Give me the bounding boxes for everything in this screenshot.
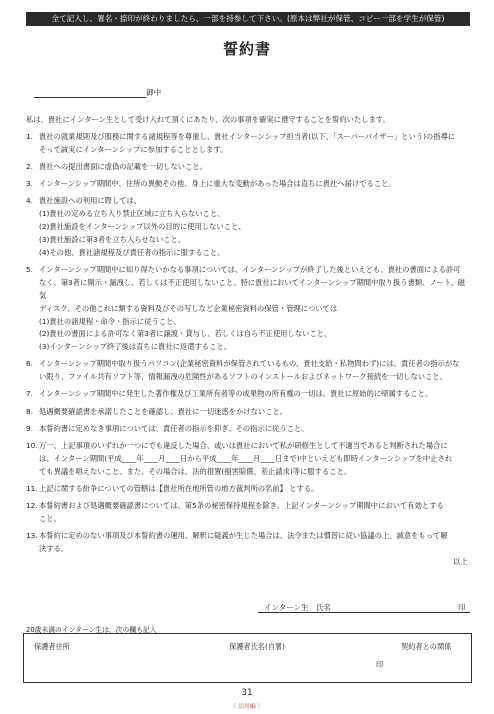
- signature-line[interactable]: [258, 612, 470, 613]
- page-title: 誓約書: [222, 40, 271, 58]
- clause-number: 10.: [26, 440, 38, 450]
- clause-item: [26, 161, 470, 174]
- addressee-line: [34, 87, 161, 98]
- guardian-relation-label: 契約者との関係: [401, 642, 452, 651]
- clause-line: インターンシップ期間中に発生した著作権及び工業所有者等の成果物の所有権の一切は、貴社に原始的に帰属すること。: [39, 389, 433, 399]
- clause-line: 本誓約に定めのない事項及び本誓約書の運用、解釈に疑義が生じた場合は、法令または慣習に従い協議の上、誠意をもって解: [39, 530, 448, 540]
- clause-text: [39, 264, 470, 354]
- clause-line: (3)貴社施設に第3者を立ち入らせないこと、: [39, 234, 186, 244]
- clause-number: 3.: [26, 179, 33, 189]
- clause-line: インターンシップ期間中取り扱うパソコン(企業秘密資料が保管されているもの、貴社支給・私物問わず)には、責任者の指示がな: [39, 359, 460, 369]
- clause-number: 2.: [26, 162, 33, 171]
- clause-text: [39, 131, 470, 157]
- clause-item: [26, 483, 470, 496]
- clause-line: 貴社施設への利用に際しては、: [39, 196, 142, 206]
- clause-line: インターンシップ期間中、住所の異動その他、身上に重大な変動があった場合は直ちに貴社へ届けでること。: [39, 179, 396, 189]
- clause-item: [26, 423, 470, 436]
- page-number: 31: [241, 688, 253, 698]
- clause-line: 貴社の就業規則及び服務に関する諸規程等を尊重し、貴社インターンシップ担当者(以下、「スーパーバイザー」という)の指導に: [39, 132, 456, 141]
- clause-number: 5.: [26, 264, 33, 274]
- signature-label: インターン生 氏名: [264, 603, 332, 612]
- instruction-banner: 全て記入し、署名・捺印が終わりましたら、一部を持参して下さい。(原本は弊社が保管、コピー一部を学生が保管): [26, 12, 470, 26]
- guardian-box[interactable]: [23, 633, 472, 683]
- clause-line: 本誓約書および処遇概要確認書については、第5条の秘密保持規程を除き、上記インターンシップ期間中において有効とする: [39, 500, 444, 510]
- clause-line: 上記に関する紛争についての管轄は【貴社所在地所管の地方裁判所の名前】 とする。: [39, 483, 319, 493]
- clause-text: [39, 388, 470, 401]
- clause-item: [26, 500, 470, 526]
- clause-line: ディスク、その他これに類する資料及びその写しなど企業秘密資料の保管・管理については: [39, 303, 338, 313]
- clause-item: [26, 530, 470, 556]
- guardian-address-label: 保護者住所: [34, 642, 70, 651]
- minor-note: 20歳未満のインターン生は、次の欄も記入: [26, 626, 157, 634]
- clause-text: [39, 440, 470, 479]
- section-label: 〈 活用編 〉: [230, 704, 264, 710]
- clause-number: 9.: [26, 423, 33, 433]
- clause-number: 8.: [26, 406, 33, 416]
- clause-line: (2)貴社施設をインターンシップ以外の目的に使用しないこと、: [39, 222, 246, 231]
- clause-text: [39, 161, 470, 174]
- clause-number: 1.: [26, 132, 33, 141]
- guardian-name-label: 保護者氏名(自署): [229, 642, 285, 651]
- clause-line: (1)貴社の諸規程・命令・指示に従うこと、: [39, 316, 181, 326]
- clause-number: 4.: [26, 196, 33, 206]
- clause-line: 貴社への提出書面に虚偽の記載を一切しないこと。: [39, 162, 207, 171]
- clause-line: そって誠実にインターンシップに参加することとします。: [39, 144, 228, 154]
- clause-line: なく、第3者に開示・漏洩し、若しくは不正使用しないこと。特に貴社においてインターンシップ期間中取り扱う書類、ノート、磁気: [39, 277, 466, 300]
- clause-item: [26, 358, 470, 384]
- clause-line: (2)貴社の書面による許可なく第3者に譲渡・貸与し、若しくは自ら不正使用しないこと、: [39, 329, 332, 339]
- signature-seal: 印: [458, 603, 466, 612]
- addressee-suffix: 御中: [146, 88, 162, 97]
- clause-number: 12.: [26, 500, 38, 510]
- clause-line: は、インターン期間(平成____年____月____日から平成____年____月____日まで)中といえども即時インターンシップを中止され: [39, 453, 453, 463]
- clause-number: 6.: [26, 359, 33, 369]
- clause-line: 本誓約書に定めなき事項については、責任者の指示を仰ぎ、その指示に従うこと。: [39, 423, 309, 433]
- clause-line: い限り、ファイル共有ソフト等、情報漏洩の危険性があるソフトのインストールおよびネットワーク接続を一切しないこと。: [39, 372, 447, 382]
- guardian-seal: 印: [376, 660, 384, 669]
- clause-text: [39, 358, 470, 384]
- clause-item: [26, 178, 470, 191]
- clause-item: [26, 388, 470, 401]
- clause-number: 13.: [26, 530, 38, 540]
- clause-line: 処遇概要確認書を承諾したことを確認し、貴社に一切迷惑をかけないこと。: [39, 406, 288, 416]
- clause-line: (4)その他、貴社諸規程及び責任者の指示に服すること。: [39, 247, 225, 257]
- clause-text: [39, 178, 470, 191]
- clause-line: (1)貴社の定める立ち入り禁止区域に立ち入らないこと、: [39, 209, 225, 219]
- clause-item: [26, 440, 470, 479]
- clause-line: こと。: [39, 513, 61, 523]
- closing-mark: 以上: [453, 557, 468, 566]
- clause-item: [26, 131, 470, 157]
- clause-line: 万一、上記事項のいずれか一つにでも違反した場合、或いは貴社において私が研修生として不適当であると判断された場合に: [39, 440, 448, 450]
- clause-line: ても異議を唱えないこと、また、その場合は、法的措置(損害賠償、差止請求)等に服すること。: [39, 466, 352, 476]
- clause-number: 7.: [26, 389, 33, 399]
- clause-text: [39, 195, 470, 260]
- clause-line: (3)インターンシップ終了後は直ちに貴社に返還すること。: [39, 342, 231, 352]
- intro-text: 私は、貴社にインターン生として受け入れて頂くにあたり、次の事項を確実に遵守することを誓約いたします。: [26, 115, 390, 124]
- clause-text: [39, 483, 470, 496]
- clause-text: [39, 530, 470, 556]
- clause-line: インターンシップ期間中に知り得たいかなる事項については、インターンシップが終了した後といえども、貴社の書面による許可: [39, 264, 461, 274]
- clause-text: [39, 406, 470, 419]
- clause-text: [39, 500, 470, 526]
- clause-text: [39, 423, 470, 436]
- clause-line: 決する。: [39, 543, 69, 553]
- clause-number: 11.: [26, 483, 38, 493]
- clause-item: [26, 264, 470, 354]
- clause-item: [26, 406, 470, 419]
- addressee-blank[interactable]: [34, 88, 146, 98]
- clause-item: [26, 195, 470, 260]
- clause-list: [26, 131, 470, 560]
